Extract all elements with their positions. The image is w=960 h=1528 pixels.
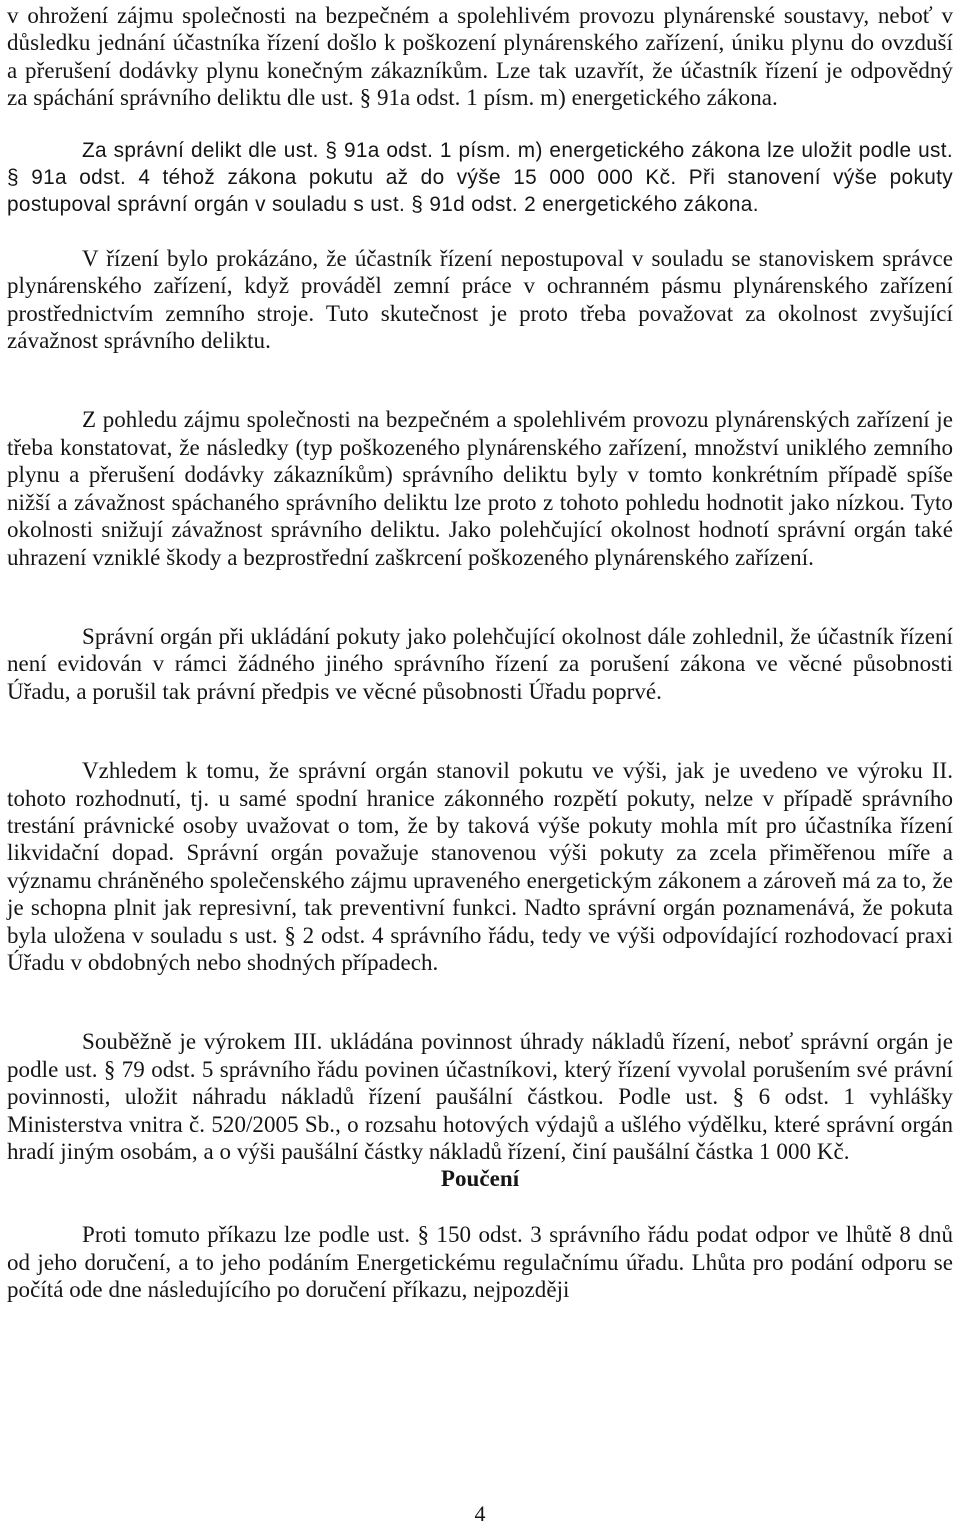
paragraph-conclusion: v ohrožení zájmu společnosti na bezpečném a spolehlivém provozu plynárenské soustavy, neboť v důsledku jednání účastníka řízení došlo k poškození plynárenského zařízení, úniku plynu do ovzduší a přerušení dodávky plynu konečným zákazníkům. Lze tak uzavřít, že účastník řízení je odpovědný za spáchání správního deliktu dle ust. § 91a odst. 1 písm. m) energetického zákona. — [7, 3, 953, 111]
document-body — [7, 2, 953, 1304]
paragraph-aggravating-circumstance: V řízení bylo prokázáno, že účastník řízení nepostupoval v souladu se stanoviskem správce plynárenského zařízení, když prováděl zemní práce v ochranném pásmu plynárenského zařízení prostřednictvím zemního stroje. Tuto skutečnost je proto třeba považovat za okolnost zvyšující závažnost správního deliktu. — [7, 245, 953, 354]
section-heading-instruction: Poučení — [440, 1166, 520, 1192]
paragraph-penalty-assessment: Vzhledem k tomu, že správní orgán stanovil pokutu ve výši, jak je uvedeno ve výroku II. tohoto rozhodnutí, tj. u samé spodní hranice zákonného rozpětí pokuty, nelze v případě správního trestání právnické osoby uvažovat o tom, že by taková výše pokuty mohla mít pro účastníka řízení likvidační dopad. Správní orgán považuje stanovenou výši pokuty za zcela přiměřenou míře a významu chráněného společenského zájmu upraveného energetickým zákonem a zároveň má za to, že je schopna plnit jak represivní, tak preventivní funkci. Nadto správní orgán poznamenává, že pokuta byla uložena v souladu s ust. § 2 odst. 4 správního řádu, tedy ve výši odpovídající rozhodovací praxi Úřadu v obdobných nebo shodných případech. — [7, 758, 953, 975]
paragraph-mitigating-circumstance: Správní orgán při ukládání pokuty jako polehčující okolnost dále zohlednil, že účastník řízení není evidován v rámci žádného jiného správního řízení za porušení zákona ve věcné působnosti Úřadu, a porušil tak právní předpis ve věcné působnosti Úřadu poprvé. — [7, 623, 953, 704]
paragraph-consequences: Z pohledu zájmu společnosti na bezpečném a spolehlivém provozu plynárenských zařízení je třeba konstatovat, že následky (typ poškozeného plynárenského zařízení, množství uniklého zemního plynu a přerušení dodávky zákazníkům) správního deliktu byly v tomto konkrétním případě spíše nižší a závažnost spáchaného správního deliktu lze proto z tohoto pohledu hodnotit jako nízkou. Tyto okolnosti snižují závažnost správního deliktu. Jako polehčující okolnost hodnotí správní orgán také uhrazení vzniklé škody a bezprostřední zaškrcení poškozeného plynárenského zařízení. — [7, 407, 953, 570]
paragraph-instruction: Proti tomuto příkazu lze podle ust. § 150 odst. 3 správního řádu podat odpor ve lhůtě 8 dnů od jeho doručení, a to jeho podáním Energetickému regulačnímu úřadu. Lhůta pro podání odporu se počítá ode dne následujícího po doručení příkazu, nejpozději — [7, 1222, 953, 1303]
paragraph-costs: Souběžně je výrokem III. ukládána povinnost úhrady nákladů řízení, neboť správní orgán je podle ust. § 79 odst. 5 správního řádu povinen účastníkovi, který řízení vyvolal porušením své právní povinnosti, uložit náhradu nákladů řízení paušální částkou. Podle ust. § 6 odst. 1 vyhlášky Ministerstva vnitra č. 520/2005 Sb., o rozsahu hotových výdajů a ušlého výdělku, které správní orgán hradí jiným osobám, a o výši paušální částky nákladů řízení, činí paušální částka 1 000 Kč. — [7, 1029, 953, 1164]
page-number: 4 — [474, 1501, 486, 1526]
paragraph-penalty-limit: Za správní delikt dle ust. § 91a odst. 1 písm. m) energetického zákona lze uložit podle ust. § 91a odst. 4 téhož zákona pokutu až do výše 15 000 000 Kč. Při stanovení výše pokuty postupoval správní orgán v souladu s ust. § 91d odst. 2 energetického zákona. — [7, 138, 953, 217]
